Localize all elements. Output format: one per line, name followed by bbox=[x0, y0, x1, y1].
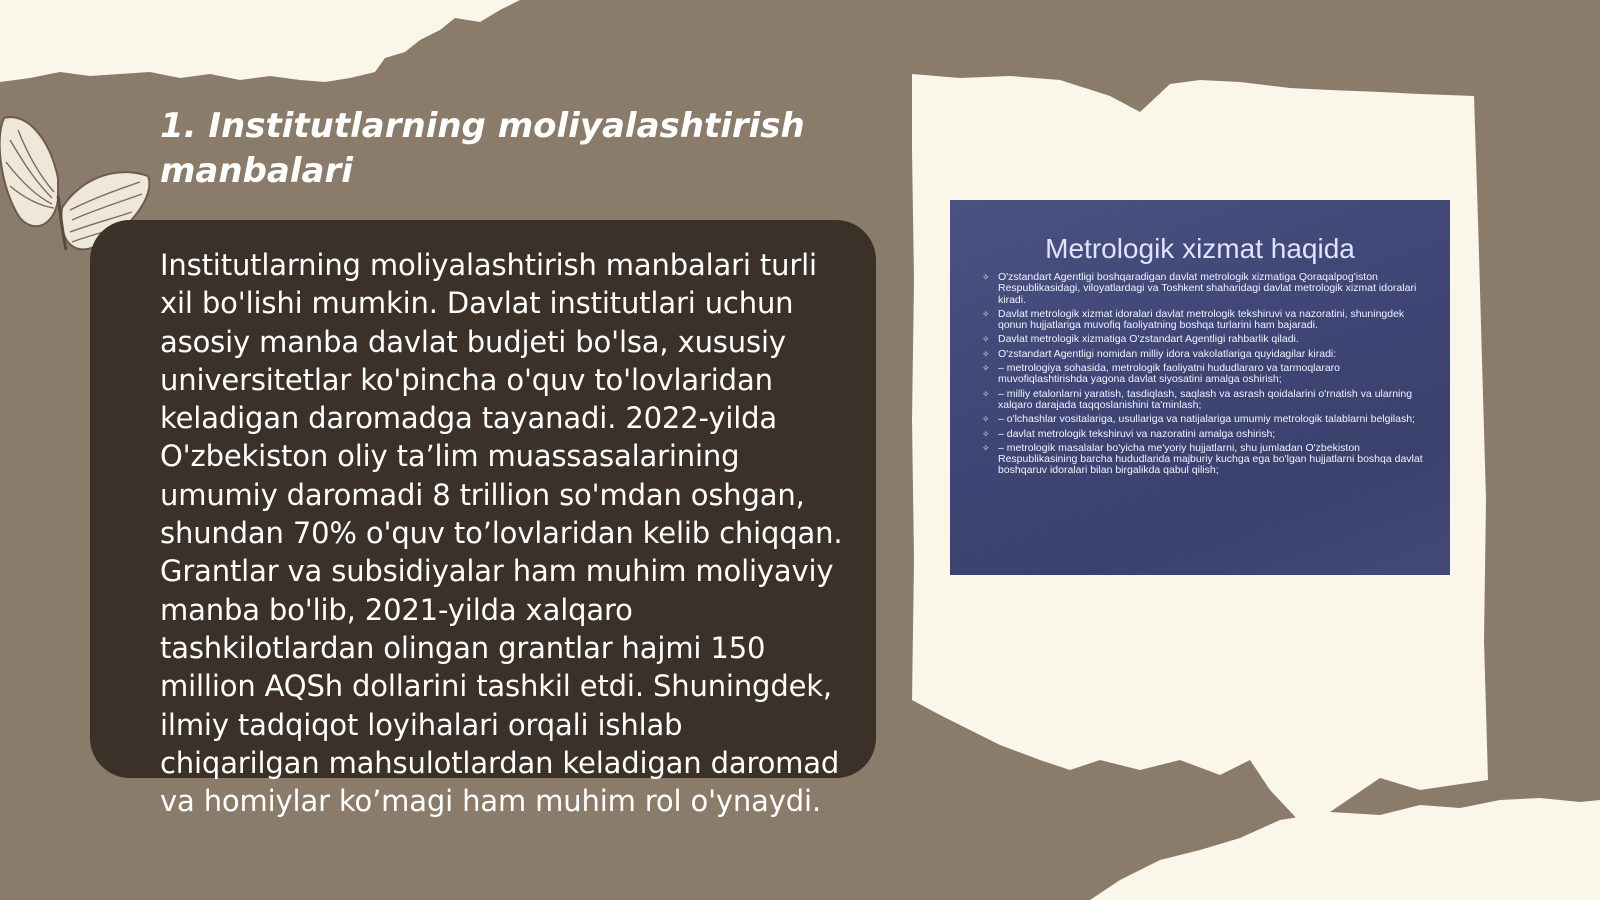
embedded-bullet: ✧ Davlat metrologik xizmat idoralari davlat metrologik tekshiruvi va nazoratini, shuningdek qonun hujjatlariga muvofiq faoliyatning boshqa turlarini ham bajaradi. bbox=[998, 309, 1424, 332]
slide-title: 1. Institutlarning moliyalashtirish manbalari bbox=[160, 106, 805, 191]
embedded-slide-image bbox=[950, 200, 1450, 575]
embedded-bullet: ✧ Davlat metrologik xizmatiga O'zstandart Agentligi rahbarlik qiladi. bbox=[998, 334, 1424, 345]
embedded-bullet: ✧ – milliy etalonlarni yaratish, tasdiqlash, saqlash va asrash qoidalarini o'rnatish va ularning xalqaro darajada taqqoslanishini ta'minlash; bbox=[998, 389, 1424, 412]
embedded-slide-title: Metrologik xizmat haqida bbox=[1045, 233, 1355, 264]
embedded-bullet: ✧ – davlat metrologik tekshiruvi va nazoratini amalga oshirish; bbox=[998, 429, 1424, 440]
embedded-bullet: ✧ O'zstandart Agentligi boshqaradigan davlat metrologik xizmatiga Qoraqalpog'iston Respublikasidagi, viloyatlardagi va Toshkent shaharidagi davlat metrologik xizmat idoralari kiradi. bbox=[998, 272, 1424, 306]
embedded-bullet: ✧ O'zstandart Agentligi nomidan milliy idora vakolatlariga quyidagilar kiradi: bbox=[998, 349, 1424, 360]
embedded-bullet: ✧ – metrologiya sohasida, metrologik faoliyatni hududlararo va tarmoqlararo muvofiqlashtirishda yagona davlat siyosatini amalga oshirish; bbox=[998, 363, 1424, 386]
embedded-bullet: ✧ – o'lchashlar vositalariga, usullariga va natijalariga umumiy metrologik talablarni belgilash; bbox=[998, 414, 1424, 425]
body-paragraph: Institutlarning moliyalashtirish manbalari turli xil bo'lishi mumkin. Davlat institutlari uchun asosiy manba davlat budjeti bo'lsa, xususiy universitetlar ko'pincha o'quv to'lovlaridan keladigan daromadga tayanadi. 2022-yilda O'zbekiston oliy ta’lim muassasalarining umumiy daromadi 8 trillion so'mdan oshgan, shundan 70% o'quv to’lovlaridan kelib chiqqan. Grantlar va subsidiyalar ham muhim moliyaviy manba bo'lib, 2021-yilda xalqaro tashkilotlardan olingan grantlar hajmi 150 million AQSh dollarini tashkil etdi. Shuningdek, ilmiy tadqiqot loyihalari orqali ishlab chiqarilgan mahsulotlardan keladigan daromad va homiylar ko’magi ham muhim rol o'ynaydi. bbox=[160, 248, 843, 819]
embedded-bullet: ✧ – metrologik masalalar bo'yicha me'yoriy hujjatlarni, shu jumladan O'zbekiston Respublikasining barcha hududlarida majburiy kuchga ega bo'lgan hujjatlarni boshqa davlat boshqaruv idoralari bilan birgalikda qabul qilish; bbox=[998, 443, 1424, 477]
embedded-slide-bullets bbox=[950, 272, 1450, 477]
torn-paper-bottom-right bbox=[1090, 798, 1600, 900]
torn-paper-top-left bbox=[0, 0, 520, 82]
